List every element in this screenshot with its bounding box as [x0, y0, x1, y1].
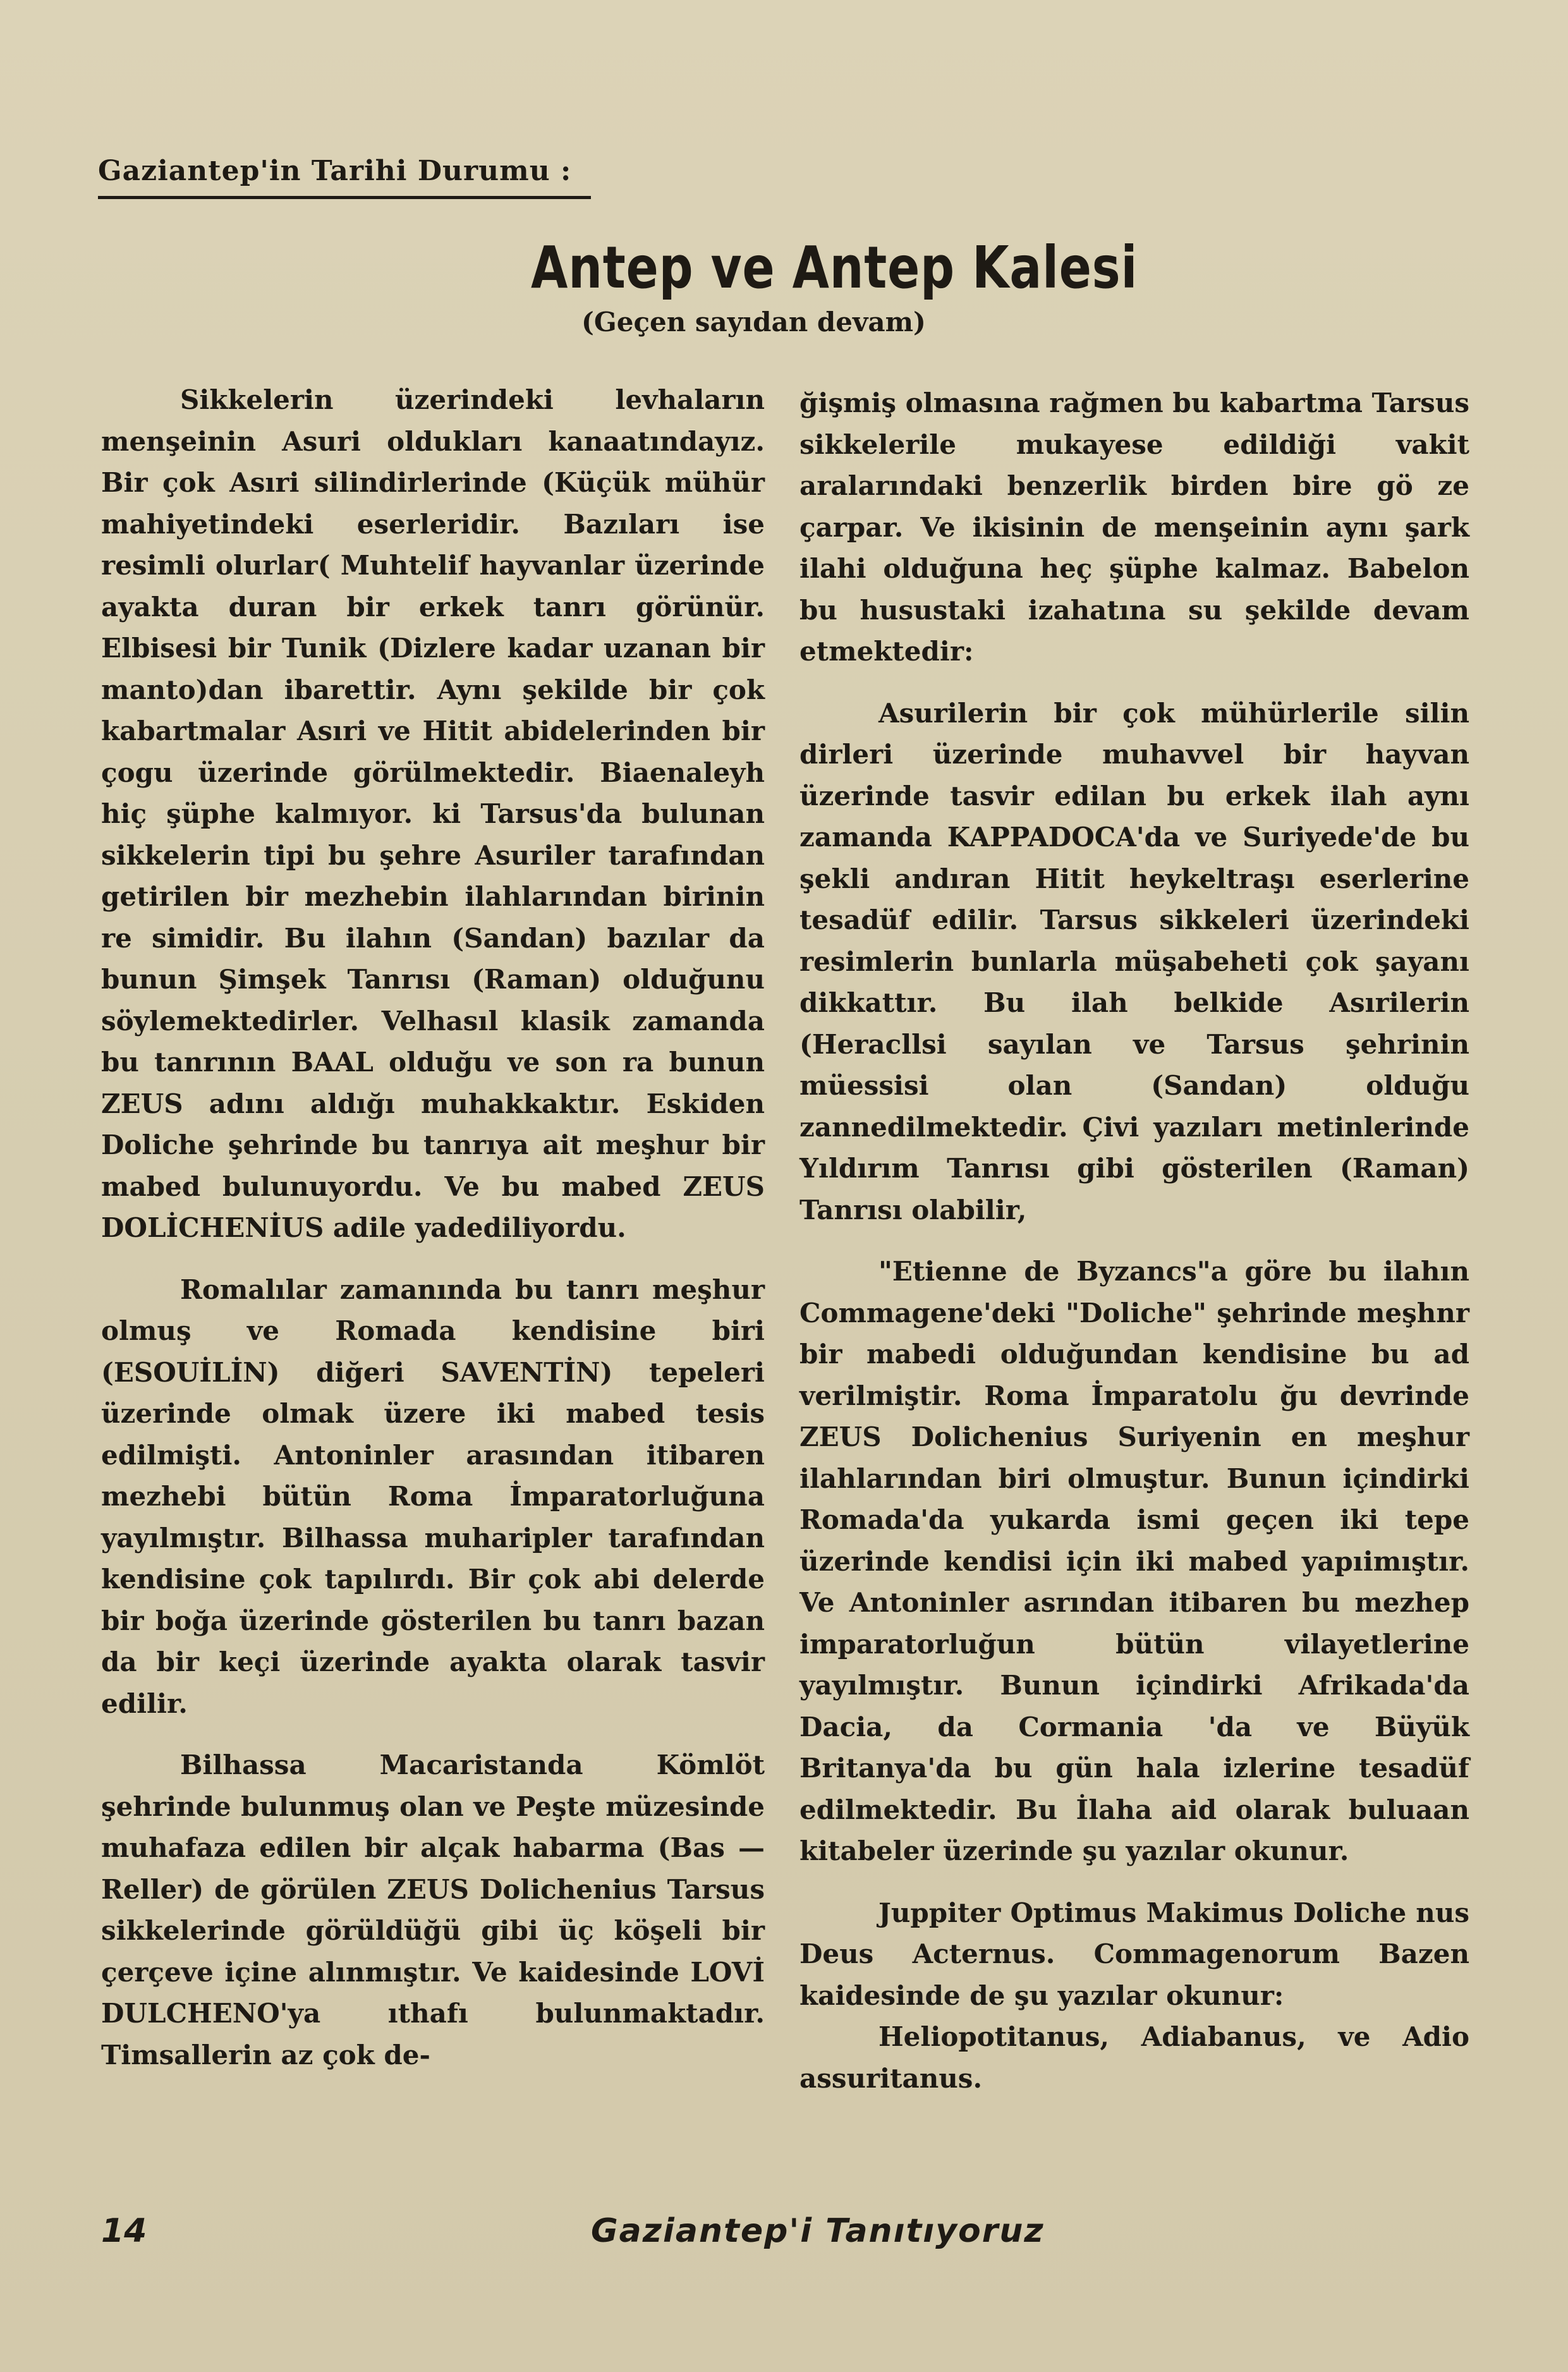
paragraph: Sikkelerin üzerindeki levhaların menşeinin Asuri oldukları kanaatındayız. Bir çok Asıri silindirlerinde (Küçük mühür mahiyetindeki eserleridir. Bazıları ise resimli olurlar( Muhtelif hayvanlar üzerinde ayakta duran bir erkek tanrı görünür. Elbisesi bir Tunik (Dizlere kadar uzanan bir manto)dan ibarettir. Aynı şekilde bir çok kabartmalar Asıri ve Hitit abidelerinden bir çogu üzerinde görülmektedir. Biaenaleyh hiç şüphe kalmıyor. ki Tarsus'da bulunan sikkelerin tipi bu şehre Asuriler tarafından getirilen bir mezhebin ilahlarından birinin re simidir. Bu ilahın (Sandan) bazılar da bunun Şimşek Tanrısı (Raman) olduğunu söylemektedirler. Velhasıl klasik zamanda bu tanrının BAAL olduğu ve son ra bunun ZEUS adını aldığı muhakkaktır. Eskiden Doliche şehrinde bu tanrıya ait meşhur bir mabed bulunuyordu. Ve bu mabed ZEUS DOLİCHENİUS adile yadediliyordu.: [101, 384, 765, 1243]
magazine-name: Gaziantep'i Tanıtıyoruz: [591, 2212, 1045, 2250]
page-number: 14: [101, 2212, 147, 2250]
paragraph: Heliopotitanus, Adiabanus, ve Adio assuritanus.: [799, 2021, 1469, 2094]
paragraph: "Etienne de Byzancs"a göre bu ilahın Commagene'deki "Doliche" şehrinde meşhnr bir mabedi olduğundan kendisine bu ad verilmiştir. Roma İmparatolu ğu devrinde ZEUS Dolichenius Suriyenin en meşhur ilahlarından biri olmuştur. Bunun içindirki Romada'da yukarda ismi geçen iki tepe üzerinde kendisi için iki mabed yapıimıştır. Ve Antoninler asrından itibaren bu mezhep imparatorluğun bütün vilayetlerine yayılmıştır. Bunun içindirki Afrikada'da Dacia, da Cormania 'da ve Büyük Britanya'da bu gün hala izlerine tesadüf edilmektedir. Bu İlaha aid olarak buluaan kitabeler üzerinde şu yazılar okunur.: [799, 1256, 1469, 1866]
section-title-underline: [98, 196, 591, 199]
article-title: Antep ve Antep Kalesi: [531, 234, 1138, 301]
paragraph: ğişmiş olmasına rağmen bu kabartma Tarsus sikkelerile mukayese edildiği vakit aralarındaki benzerlik birden bire gö ze çarpar. Ve ikisinin de menşeinin aynı şark ilahi olduğuna heç şüphe kalmaz. Babelon bu husustaki izahatına su şekilde devam etmektedir:: [799, 387, 1469, 667]
paragraph: Romalılar zamanında bu tanrı meşhur olmuş ve Romada kendisine biri (ESOUİLİN) diğeri SAVENTİN) tepeleri üzerinde olmak üzere iki mabed tesis edilmişti. Antoninler arasından itibaren mezhebi bütün Roma İmparatorluğuna yayılmıştır. Bilhassa muharipler tarafından kendisine çok tapılırdı. Bir çok abi delerde bir boğa üzerinde gösterilen bu tanrı bazan da bir keçi üzerinde ayakta olarak tasvir edilir.: [101, 1274, 765, 1719]
paragraph: Asurilerin bir çok mühürlerile silin dirleri üzerinde muhavvel bir hayvan üzerinde tasvir edilan bu erkek ilah aynı zamanda KAPPADOCA'da ve Suriyede'de bu şekli andıran Hitit heykeltraşı eserlerine tesadüf edilir. Tarsus sikkeleri üzerindeki resimlerin bunlarla müşabeheti çok şayanı dikkattır. Bu ilah belkide Asırilerin (Heracllsi sayılan ve Tarsus şehrinin müessisi olan (Sandan) olduğu zannedilmektedir. Çivi yazıları metinlerinde Yıldırım Tanrısı gibi gösterilen (Raman) Tanrısı olabilir,: [799, 697, 1469, 1226]
left-column: [101, 379, 765, 2076]
paragraph: Juppiter Optimus Makimus Doliche nus Deus Acternus. Commagenorum Bazen kaidesinde de şu yazılar okunur:: [799, 1897, 1469, 2011]
article-subtitle: (Geçen sayıdan devam): [581, 307, 926, 338]
section-title: Gaziantep'in Tarihi Durumu :: [98, 155, 572, 187]
paragraph: Bilhassa Macaristanda Kömlöt şehrinde bulunmuş olan ve Peşte müzesinde muhafaza edilen bir alçak habarma (Bas — Reller) de görülen ZEUS Dolichenius Tarsus sikkelerinde görüldüğü gibi üç köşeli bir çerçeve içine alınmıştır. Ve kaidesinde LOVİ DULCHENO'ya ıthafı bulunmaktadır. Timsallerin az çok de-: [101, 1749, 765, 2071]
right-column: [799, 382, 1469, 2099]
